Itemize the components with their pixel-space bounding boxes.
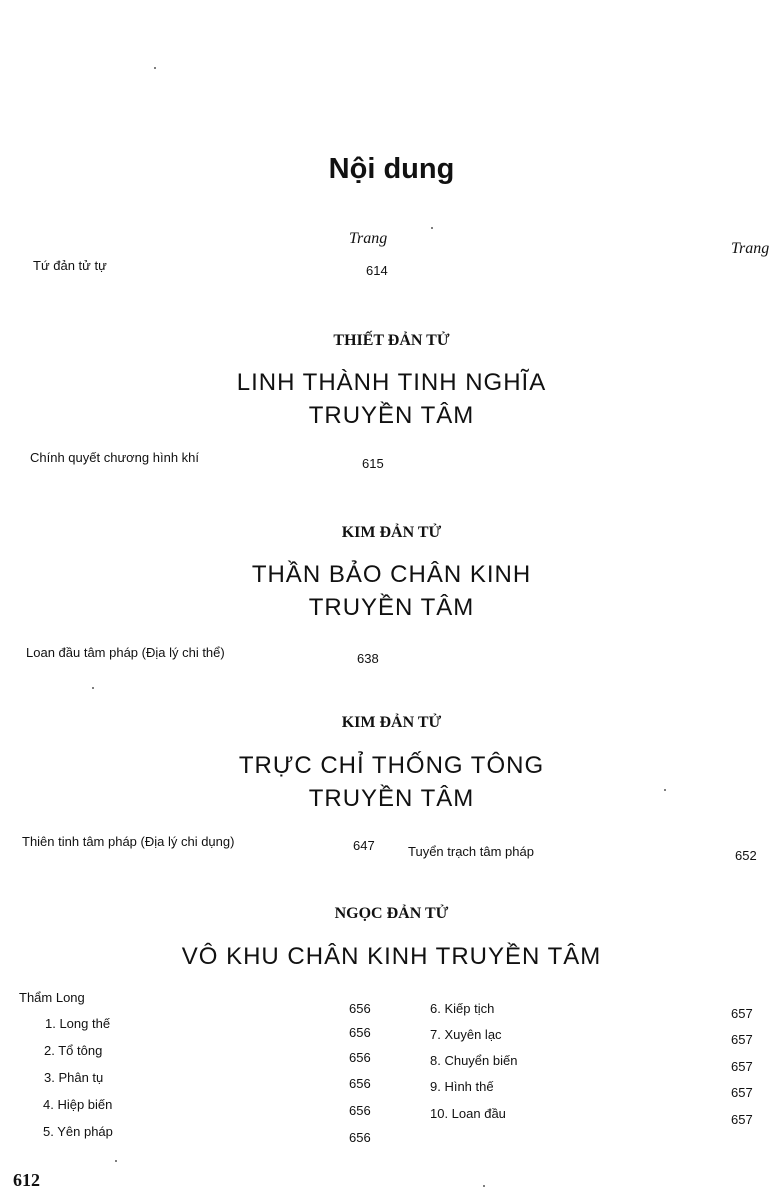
toc-entry-text: 9. Hình thế bbox=[430, 1079, 494, 1094]
toc-entry-page: 657 bbox=[731, 1006, 753, 1021]
page-title: Nội dung bbox=[328, 153, 455, 185]
section-author: KIM ĐẢN TỬ bbox=[341, 714, 442, 731]
toc-entry-page: 614 bbox=[366, 263, 388, 278]
scan-speck bbox=[92, 687, 94, 689]
toc-entry-text: Thẩm Long bbox=[19, 990, 85, 1005]
toc-entry-page: 656 bbox=[349, 1025, 371, 1040]
section-heading-line: VÔ KHU CHÂN KINH TRUYỀN TÂM bbox=[181, 943, 602, 970]
section-heading-line: THẦN BẢO CHÂN KINH bbox=[251, 561, 532, 588]
page-column-label-left: Trang bbox=[349, 230, 388, 247]
toc-entry-page: 657 bbox=[731, 1032, 753, 1047]
section-author: NGỌC ĐẢN TỬ bbox=[334, 905, 449, 922]
toc-entry-text: 2. Tổ tông bbox=[44, 1043, 103, 1058]
toc-entry-page: 656 bbox=[349, 1076, 371, 1091]
toc-entry-page: 657 bbox=[731, 1059, 753, 1074]
toc-entry-page: 656 bbox=[349, 1103, 371, 1118]
page-column-label-right: Trang bbox=[731, 240, 770, 257]
toc-entry-page: 638 bbox=[357, 651, 379, 666]
toc-entry-text: Chính quyết chương hình khí bbox=[30, 450, 199, 465]
section-author: THIẾT ĐẢN TỬ bbox=[333, 332, 450, 349]
toc-entry-page: 656 bbox=[349, 1050, 371, 1065]
toc-entry-page: 657 bbox=[731, 1112, 753, 1127]
scan-speck bbox=[115, 1160, 117, 1162]
toc-entry-text: Thiên tinh tâm pháp (Địa lý chi dụng) bbox=[22, 834, 235, 849]
section-heading-line: TRUYỀN TÂM bbox=[308, 402, 475, 429]
toc-entry-page: 656 bbox=[349, 1001, 371, 1016]
toc-entry-text: 8. Chuyển biến bbox=[430, 1053, 518, 1068]
toc-entry-text: 1. Long thế bbox=[45, 1016, 111, 1031]
page-number: 612 bbox=[13, 1170, 40, 1190]
toc-entry-page: 652 bbox=[735, 848, 757, 863]
toc-entry-page: 615 bbox=[362, 456, 384, 471]
toc-entry-text: 6. Kiếp tịch bbox=[430, 1001, 495, 1016]
section-author: KIM ĐẢN TỬ bbox=[341, 524, 442, 541]
toc-entry-text: 5. Yên pháp bbox=[43, 1124, 113, 1139]
section-heading-line: TRỰC CHỈ THỐNG TÔNG bbox=[238, 752, 545, 779]
toc-entry-page: 647 bbox=[353, 838, 375, 853]
scan-speck bbox=[483, 1185, 485, 1187]
section-heading-line: LINH THÀNH TINH NGHĨA bbox=[236, 369, 547, 396]
scan-speck bbox=[154, 67, 156, 69]
section-heading-line: TRUYỀN TÂM bbox=[308, 785, 475, 812]
toc-entry-page: 656 bbox=[349, 1130, 371, 1145]
toc-entry-text: 4. Hiệp biến bbox=[43, 1097, 113, 1112]
scan-speck bbox=[431, 227, 433, 229]
toc-entry-text: Tứ đản tử tự bbox=[33, 258, 107, 273]
toc-entry-text: Tuyển trạch tâm pháp bbox=[408, 844, 534, 859]
toc-entry-text: Loan đầu tâm pháp (Địa lý chi thể) bbox=[26, 645, 225, 660]
toc-entry-text: 10. Loan đầu bbox=[430, 1106, 506, 1121]
toc-entry-text: 7. Xuyên lạc bbox=[430, 1027, 502, 1042]
toc-entry-page: 657 bbox=[731, 1085, 753, 1100]
scan-speck bbox=[664, 789, 666, 791]
toc-entry-text: 3. Phân tụ bbox=[44, 1070, 104, 1085]
section-heading-line: TRUYỀN TÂM bbox=[308, 594, 475, 621]
